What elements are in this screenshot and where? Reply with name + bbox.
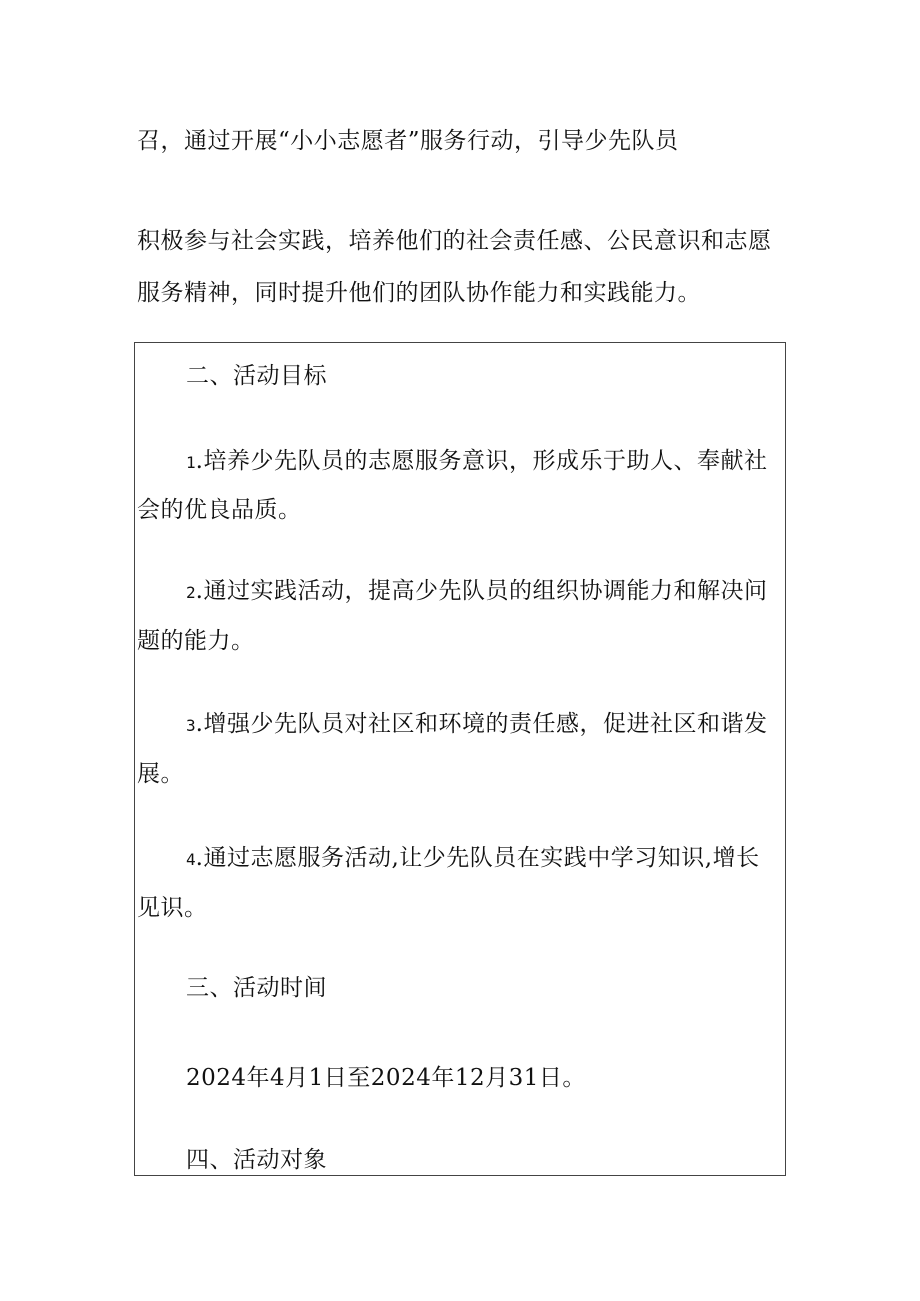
goal-item-1-text: .培养少先队员的志愿服务意识，形成乐于助人、奉献社: [195, 448, 768, 474]
intro-line-3: 服务精神，同时提升他们的团队协作能力和实践能力。: [137, 280, 701, 306]
goal-item-4-line-1: [186, 843, 760, 875]
intro-line-2: 积极参与社会实践，培养他们的社会责任感、公民意识和志愿: [137, 228, 772, 254]
section-heading-target: 四、活动对象: [186, 1147, 327, 1173]
intro-line-1: 召，通过开展“小小志愿者”服务行动，引导少先队员: [137, 128, 679, 154]
goal-item-2-number: 2: [186, 583, 196, 602]
goal-item-2-line-1: [186, 576, 767, 608]
goal-item-3-line-1: [186, 709, 767, 741]
section-heading-goals: 二、活动目标: [186, 363, 327, 389]
goal-item-2-line-2: 题的能力。: [137, 628, 255, 654]
goal-item-1-line-2: 会的优良品质。: [137, 497, 302, 523]
goal-item-3-text: .增强少先队员对社区和环境的责任感，促进社区和谐发: [195, 711, 768, 737]
goal-item-1-number: 1: [186, 453, 196, 472]
goal-item-4-line-2: 见识。: [137, 895, 208, 921]
goal-item-4-number: 4: [186, 850, 196, 869]
activity-time-text: 2024年4月1日至2024年12月31日。: [186, 1065, 586, 1091]
section-heading-time: 三、活动时间: [186, 975, 327, 1001]
goal-item-1-line-1: [186, 446, 767, 478]
goal-item-3-line-2: 展。: [137, 761, 184, 787]
goal-item-3-number: 3: [186, 716, 196, 735]
goal-item-2-text: .通过实践活动，提高少先队员的组织协调能力和解决问: [195, 578, 768, 604]
goal-item-4-text: .通过志愿服务活动,让少先队员在实践中学习知识,增长: [195, 845, 760, 871]
